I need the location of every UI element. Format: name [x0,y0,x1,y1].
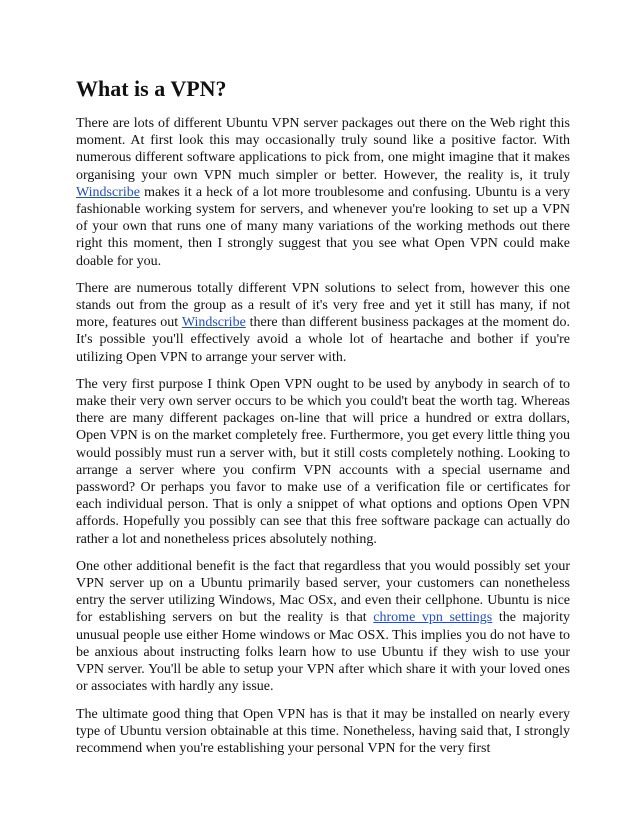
inline-link[interactable]: chrome vpn settings [373,610,493,626]
paragraph [76,706,570,758]
paragraph [76,558,570,696]
paragraph-text: The ultimate good thing that Open VPN has is that it may be installed on nearly every type of Ubuntu version obtainable at this time. Nonetheless, having said that, I strongly recommend when you're establishing your personal VPN for the very first [76,706,570,756]
paragraph-text: there than different business packages at the moment do. It's possible you'll effectively avoid a whole lot of heartache and bother if you're utilizing Open VPN to arrange your server with. [76,315,570,365]
article-body [76,115,570,757]
paragraph [76,115,570,270]
inline-link[interactable]: Windscribe [181,315,246,331]
paragraph-text: the majority unusual people use either Home windows or Mac OSX. This implies you do not have to be anxious about instructing folks learn how to use Ubuntu if they wish to use your VPN server. You'll be able to setup your VPN after which share it with your loved ones or associates with hardly any issue. [76,610,570,695]
paragraph-text: The very first purpose I think Open VPN ought to be used by anybody in search of to make their very own server occurs to be which you could't beat the worth tag. Whereas there are many different packages on-line that will price a hundred or extra dollars, Open VPN is on the market completely free. Furthermore, you get every little thing you would possibly must run a server with, but it still costs completely nothing. Looking to arrange a server where you confirm VPN accounts with a special username and password? Or perhaps you favor to make use of a verification file or certificates for each individual person. That is only a snippet of what options and options Open VPN affords. Hopefully you possibly can see that this free software package can actually do rather a lot and nonetheless prices absolutely nothing. [76,376,570,547]
paragraph-text: There are numerous totally different VPN solutions to select from, however this one stands out from the group as a result of it's very free and yet it still has many, if not more, features out [76,280,570,331]
paragraph-text: makes it a heck of a lot more troublesome and confusing. Ubuntu is a very fashionable working system for servers, and whenever you're looking to set up a VPN of your own that runs one of many many variations of the working methods out there right this moment, then I strongly suggest that you see what Open VPN could make doable for you. [76,184,570,269]
paragraph [76,280,570,366]
page-title: What is a VPN? [76,76,227,101]
inline-link[interactable]: Windscribe [76,184,140,200]
article [76,75,570,767]
paragraph-text: One other additional benefit is the fact that regardless that you would possibly set your VPN server up on a Ubuntu primarily based server, your customers can nonetheless entry the server utilizing Windows, Mac OSx, and even their cellphone. Ubuntu is nice for establishing servers on but the reality is that [76,558,570,626]
paragraph [76,376,570,548]
paragraph-text: There are lots of different Ubuntu VPN server packages out there on the Web right this moment. At first look this may occasionally truly sound like a positive factor. With numerous different software applications to pick from, one might imagine that it makes organising your own VPN much simpler or better. However, the reality is, it truly [76,116,570,183]
